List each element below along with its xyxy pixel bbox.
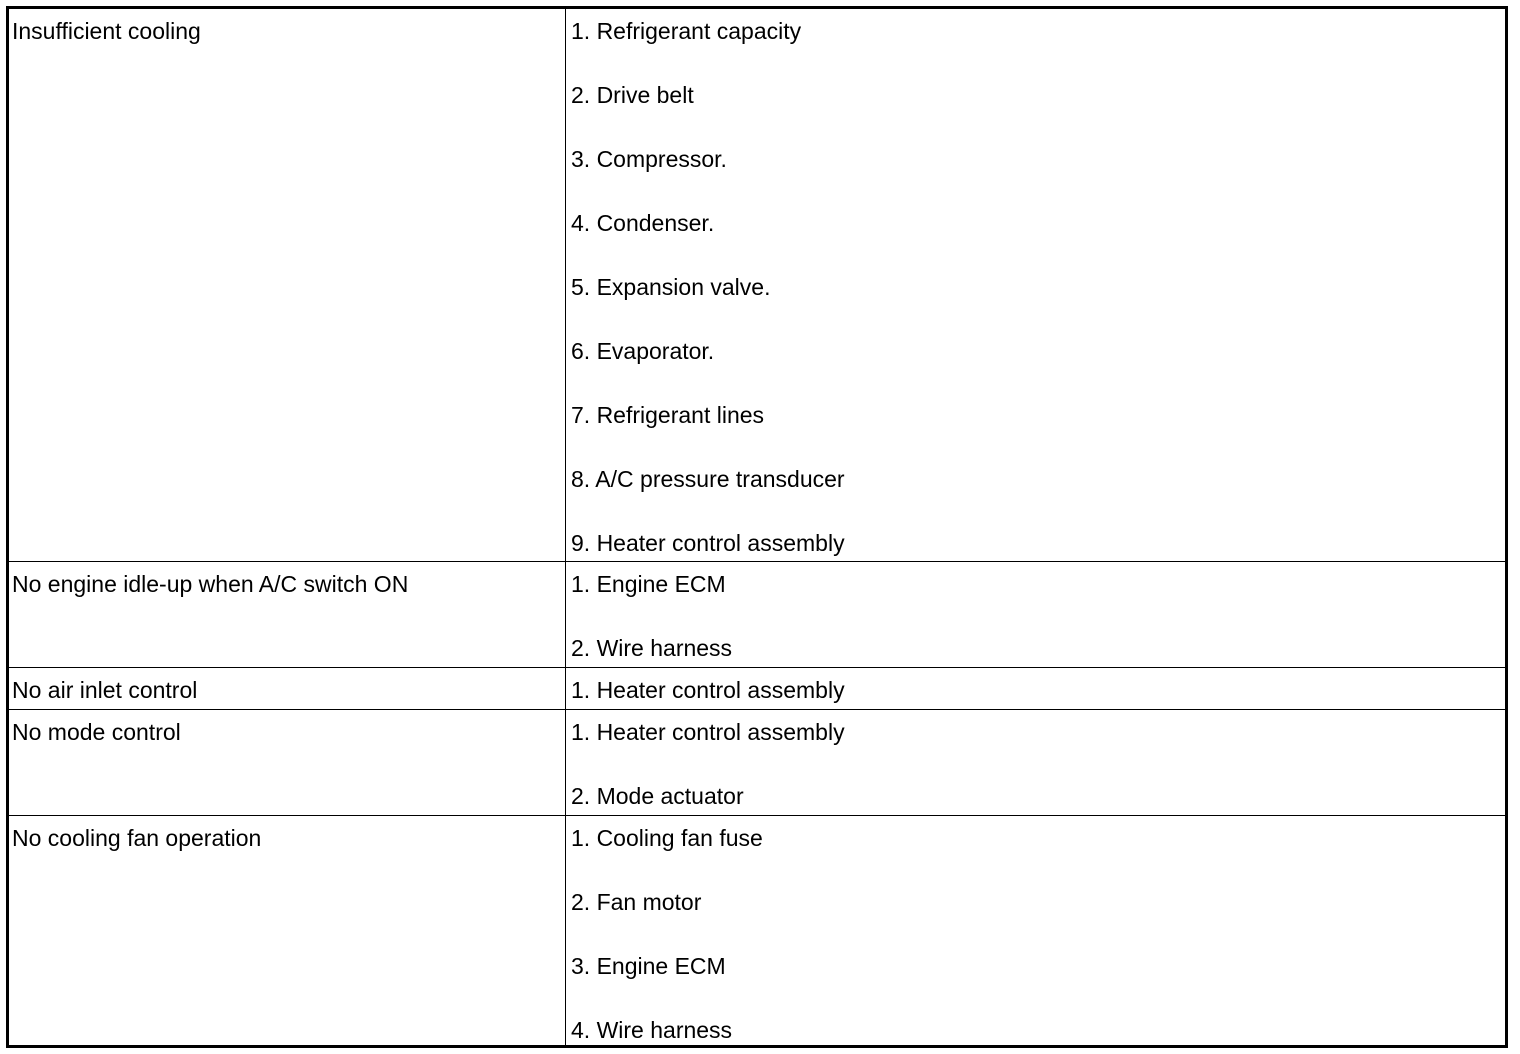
cause-item: 9. Heater control assembly [571, 530, 845, 556]
cause-item: 3. Compressor. [571, 146, 727, 172]
table-row [9, 815, 1505, 1045]
cause-item: 8. A/C pressure transducer [571, 466, 845, 492]
cause-item: 2. Drive belt [571, 82, 694, 108]
causes-cell [566, 815, 1506, 1045]
cause-item: 1. Heater control assembly [571, 718, 845, 745]
table-row [9, 9, 1505, 561]
symptom-cell: Insufficient cooling [9, 9, 566, 561]
table-row [9, 709, 1505, 815]
causes-cell [566, 9, 1506, 561]
symptom-cell: No air inlet control [9, 667, 566, 709]
symptom-cell: No mode control [9, 709, 566, 815]
cause-item: 4. Wire harness [571, 1016, 733, 1043]
cause-item: 4. Condenser. [571, 210, 715, 236]
cause-item: 1. Cooling fan fuse [571, 824, 763, 851]
cause-item: 1. Heater control assembly [571, 676, 845, 703]
cause-item: 2. Wire harness [571, 634, 733, 661]
symptom-cell: No cooling fan operation [9, 815, 566, 1045]
cause-item: 1. Engine ECM [571, 570, 726, 597]
causes-cell [566, 709, 1506, 815]
cause-item: 3. Engine ECM [571, 952, 726, 979]
cause-item: 7. Refrigerant lines [571, 402, 765, 428]
cause-item: 5. Expansion valve. [571, 274, 771, 300]
symptom-cell: No engine idle-up when A/C switch ON [9, 561, 566, 667]
troubleshooting-table-frame [6, 6, 1508, 1048]
table-row [9, 561, 1505, 667]
cause-item: 2. Fan motor [571, 888, 702, 915]
troubleshooting-table [9, 9, 1505, 1045]
cause-item: 1. Refrigerant capacity [571, 18, 802, 44]
cause-item: 2. Mode actuator [571, 782, 744, 809]
table-row [9, 667, 1505, 709]
causes-cell [566, 667, 1506, 709]
cause-item: 6. Evaporator. [571, 338, 715, 364]
causes-cell [566, 561, 1506, 667]
